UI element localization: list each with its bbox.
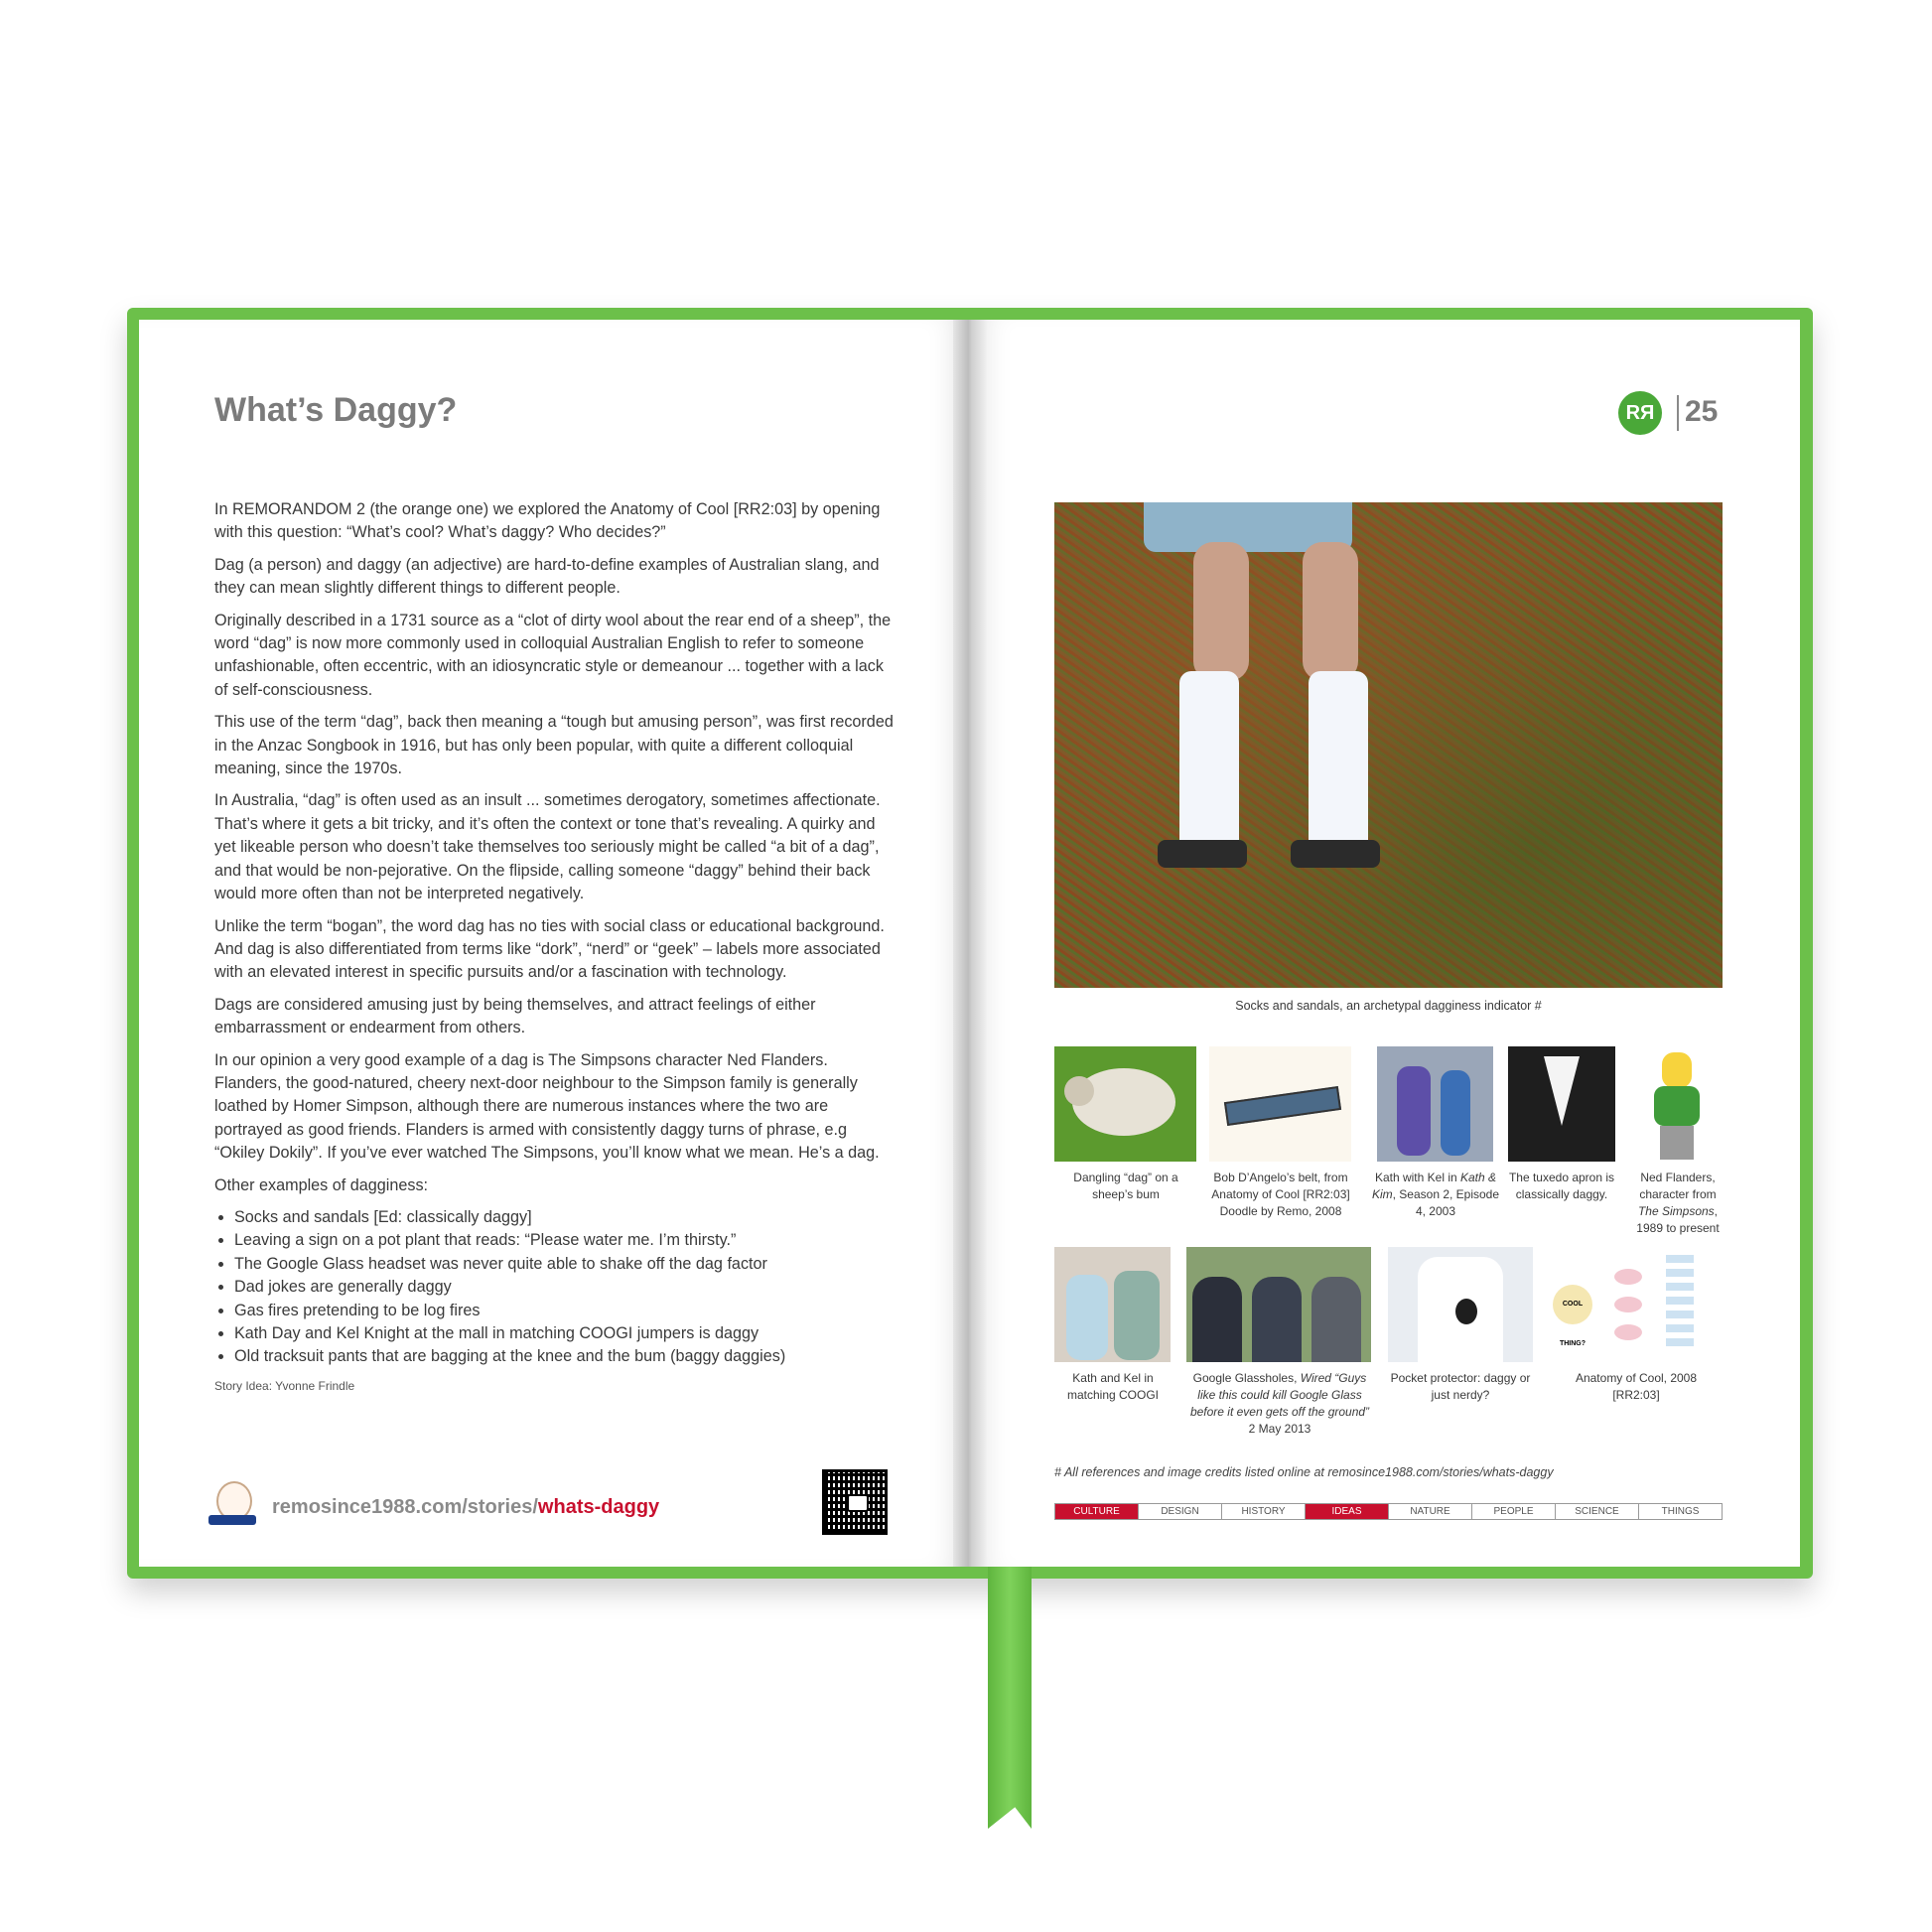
category-tags xyxy=(1054,1503,1723,1520)
caption-protector: Pocket protector: daggy or just nerdy? xyxy=(1390,1371,1531,1402)
footer-link[interactable] xyxy=(208,1479,659,1535)
belt-doodle-image xyxy=(1209,1046,1351,1162)
sheep-photo xyxy=(1054,1046,1196,1162)
list-item: • Kath Day and Kel Knight at the mall in matching COOGI jumpers is daggy xyxy=(234,1322,896,1345)
paragraph: In our opinion a very good example of a dag is The Simpsons character Ned Flanders. Flanders, the good-natured, cheery next-door neighbour to the Simpson family is generally loathed by Homer Simpson, although there are numerous instances where the two are portrayed as good friends. Flanders is armed with consistently daggy turns of phrase, e.g “Okiley Dokily”. If you’ve ever watched The Simpsons, you’ll know what we mean. He’s a dag. xyxy=(214,1050,880,1163)
list-item: • Socks and sandals [Ed: classically daggy] xyxy=(234,1206,896,1229)
page-number-divider xyxy=(1677,395,1679,431)
story-url[interactable]: remosince1988.com/stories/whats-daggy xyxy=(272,1495,660,1518)
pocket-protector-photo xyxy=(1388,1247,1533,1362)
ned-flanders-image xyxy=(1638,1046,1718,1162)
hero-caption: Socks and sandals, an archetypal dagginess indicator # xyxy=(1235,999,1542,1013)
caption-coogi: Kath and Kel in matching COOGI xyxy=(1066,1371,1160,1402)
hero-photo-socks-sandals xyxy=(1054,502,1723,988)
tag-science[interactable]: SCIENCE xyxy=(1556,1504,1639,1519)
glassholes-photo xyxy=(1186,1247,1371,1362)
references-note: # All references and image credits listed online at remosince1988.com/stories/whats-daggy xyxy=(1054,1465,1554,1479)
caption-apron: The tuxedo apron is classically daggy. xyxy=(1508,1171,1615,1201)
list-item: • The Google Glass headset was never quite able to shake off the dag factor xyxy=(234,1253,896,1276)
caption-glassholes: Google Glassholes, Wired “Guys like this could kill Google Glass before it even gets off the ground” 2 May 2013 xyxy=(1189,1371,1370,1436)
tag-people[interactable]: PEOPLE xyxy=(1472,1504,1556,1519)
list-item: • Leaving a sign on a pot plant that reads: “Please water me. I’m thirsty.” xyxy=(234,1229,896,1252)
story-credit: Story Idea: Yvonne Frindle xyxy=(214,1378,355,1393)
caption-cool: Anatomy of Cool, 2008 [RR2:03] xyxy=(1575,1371,1698,1402)
kath-kel-photo xyxy=(1377,1046,1493,1162)
dagginess-list xyxy=(214,1206,896,1369)
bookmark-ribbon xyxy=(988,1559,1032,1829)
tag-things[interactable]: THINGS xyxy=(1661,1506,1700,1517)
tag-history[interactable]: HISTORY xyxy=(1222,1504,1306,1519)
tuxedo-apron-photo xyxy=(1508,1046,1615,1162)
page-title: What’s Daggy? xyxy=(214,391,458,429)
paragraph: In Australia, “dag” is often used as an insult ... sometimes derogatory, sometimes affectionate. That’s where it gets a bit tricky, and it’s often the context or tone that’s revealing. A quirky and yet likeable person who doesn’t take themselves too seriously might be called “a bit of a dag”, and that would be non-pejorative. On the flipside, calling someone “daggy” behind their back would more often than not be interpreted negatively. xyxy=(214,791,881,903)
rr-logo-badge: RЯ xyxy=(1618,391,1662,435)
paragraph: Dag (a person) and daggy (an adjective) are hard-to-define examples of Australian slang, and they can mean slightly different things to different people. xyxy=(214,555,880,598)
tag-design[interactable]: DESIGN xyxy=(1139,1504,1222,1519)
caption-sheep: Dangling “dag” on a sheep’s bum xyxy=(1073,1171,1178,1201)
paragraph: Other examples of dagginess: xyxy=(214,1175,429,1194)
book-gutter xyxy=(953,320,987,1567)
caption-kath: Kath with Kel in Kath & Kim, Season 2, Episode 4, 2003 xyxy=(1371,1171,1500,1218)
tag-nature[interactable]: NATURE xyxy=(1389,1504,1472,1519)
page-number: 25 xyxy=(1685,395,1719,428)
paragraph: In REMORANDOM 2 (the orange one) we explored the Anatomy of Cool [RR2:03] by opening with this question: “What’s cool? What’s daggy? Who decides?” xyxy=(214,500,881,542)
article-body xyxy=(214,498,896,1398)
list-item: • Gas fires pretending to be log fires xyxy=(234,1300,896,1322)
paragraph: This use of the term “dag”, back then meaning a “tough but amusing person”, was first recorded in the Anzac Songbook in 1916, but has only been popular, with quite a different colloquial meaning, since the 1970s. xyxy=(214,713,894,778)
coogi-photo xyxy=(1054,1247,1171,1362)
remo-logo-icon xyxy=(208,1479,256,1535)
qr-code-icon[interactable] xyxy=(822,1469,888,1535)
caption-ned: Ned Flanders, character from The Simpsons, 1989 to present xyxy=(1636,1171,1720,1235)
tag-ideas[interactable]: IDEAS xyxy=(1306,1504,1389,1519)
tag-culture[interactable]: CULTURE xyxy=(1055,1504,1139,1519)
anatomy-of-cool-diagram: COOL THING? xyxy=(1549,1247,1721,1362)
caption-belt: Bob D’Angelo’s belt, from Anatomy of Cool [RR2:03] Doodle by Remo, 2008 xyxy=(1211,1171,1350,1218)
paragraph: Unlike the term “bogan”, the word dag has no ties with social class or educational background. And dag is also differentiated from terms like “dork”, “nerd” or “geek” – labels more associated with an elevated interest in specific pursuits and/or a fascination with technology. xyxy=(214,916,885,982)
paragraph: Dags are considered amusing just by being themselves, and attract feelings of either embarrassment or endearment from others. xyxy=(214,995,816,1037)
paragraph: Originally described in a 1731 source as a “clot of dirty wool about the rear end of a sheep”, the word “dag” is now more commonly used in colloquial Australian English to refer to someone unfashionable, often eccentric, with an idiosyncratic style or demeanour ... together with a lack of self-consciousness. xyxy=(214,611,892,699)
list-item: • Old tracksuit pants that are bagging at the knee and the bum (baggy daggies) xyxy=(234,1345,896,1368)
list-item: • Dad jokes are generally daggy xyxy=(234,1276,896,1299)
